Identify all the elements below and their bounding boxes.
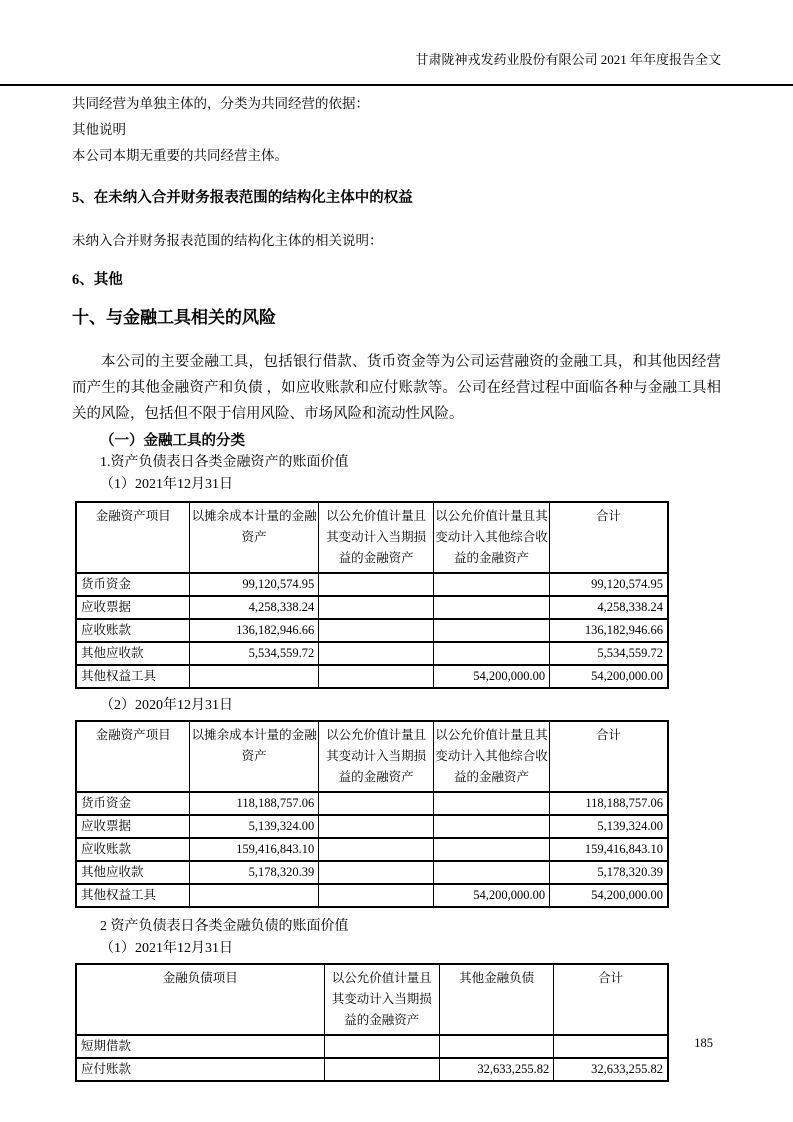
joint-operations-basis-line: 共同经营为单独主体的，分类为共同经营的依据： (72, 96, 369, 111)
amount-cell (434, 596, 550, 619)
table-row (76, 792, 668, 815)
amount-cell: 5,139,324.00 (550, 815, 668, 838)
amount-cell (434, 573, 550, 596)
amount-cell: 5,534,559.72 (550, 642, 668, 665)
amount-cell (319, 838, 434, 861)
financial-assets-table-2021 (75, 501, 669, 689)
table-row (76, 1058, 668, 1081)
column-header: 以摊余成本计量的金融资产 (190, 721, 319, 792)
column-header: 以公允价值计量且其变动计入当期损益的金融资产 (324, 964, 439, 1035)
table-row (76, 642, 668, 665)
liabilities-carrying-value-heading: 2 资产负债表日各类金融负债的账面价值 (100, 919, 349, 934)
amount-cell (319, 815, 434, 838)
table-row (76, 838, 668, 861)
column-header: 以公允价值计量且其变动计入当期损益的金融资产 (319, 721, 434, 792)
assets-2020-date-label: （2）2020年12月31日 (100, 698, 233, 713)
table-row (76, 884, 668, 907)
amount-cell: 4,258,338.24 (190, 596, 319, 619)
financial-liabilities-table-2021 (75, 963, 669, 1082)
amount-cell: 5,178,320.39 (190, 861, 319, 884)
column-header: 合计 (554, 964, 668, 1035)
column-header: 其他金融负债 (439, 964, 553, 1035)
amount-cell: 4,258,338.24 (550, 596, 668, 619)
amount-cell: 54,200,000.00 (550, 665, 668, 688)
page-header (0, 0, 793, 86)
amount-cell: 54,200,000.00 (550, 884, 668, 907)
section-5-heading: 5、在未纳入合并财务报表范围的结构化主体中的权益 (72, 190, 413, 206)
row-label: 应收票据 (76, 596, 190, 619)
amount-cell: 5,139,324.00 (190, 815, 319, 838)
row-label: 其他权益工具 (76, 665, 190, 688)
column-header: 以公允价值计量且其变动计入其他综合收益的金融资产 (434, 502, 550, 573)
amount-cell (319, 596, 434, 619)
amount-cell: 118,188,757.06 (550, 792, 668, 815)
amount-cell (324, 1035, 439, 1058)
row-label: 应付账款 (76, 1058, 324, 1081)
amount-cell (434, 838, 550, 861)
amount-cell (319, 861, 434, 884)
amount-cell (434, 815, 550, 838)
amount-cell: 99,120,574.95 (550, 573, 668, 596)
report-title: 甘肃陇神戎发药业股份有限公司 2021 年年度报告全文 (415, 52, 721, 67)
liabilities-2021-date-label: （1）2021年12月31日 (100, 941, 233, 956)
column-header: 合计 (550, 502, 668, 573)
chapter-10-heading: 十、与金融工具相关的风险 (72, 308, 276, 327)
amount-cell: 54,200,000.00 (434, 665, 550, 688)
amount-cell: 32,633,255.82 (554, 1058, 668, 1081)
page-number: 185 (694, 1036, 713, 1050)
table-row (76, 665, 668, 688)
amount-cell (434, 642, 550, 665)
row-label: 其他权益工具 (76, 884, 190, 907)
row-label: 其他应收款 (76, 861, 190, 884)
table-row (76, 861, 668, 884)
amount-cell: 5,534,559.72 (190, 642, 319, 665)
header-row (76, 964, 668, 1035)
amount-cell: 136,182,946.66 (190, 619, 319, 642)
column-header: 以公允价值计量且其变动计入当期损益的金融资产 (319, 502, 434, 573)
column-header: 合计 (550, 721, 668, 792)
amount-cell (319, 792, 434, 815)
amount-cell: 118,188,757.06 (190, 792, 319, 815)
other-notes-label: 其他说明 (72, 122, 126, 137)
table-row (76, 815, 668, 838)
amount-cell (434, 861, 550, 884)
row-label: 货币资金 (76, 792, 190, 815)
classification-subheading: （一）金融工具的分类 (100, 433, 245, 449)
financial-assets-table-2020 (75, 720, 669, 908)
table-row (76, 619, 668, 642)
column-header: 金融资产项目 (76, 502, 190, 573)
amount-cell: 159,416,843.10 (190, 838, 319, 861)
amount-cell (439, 1035, 553, 1058)
amount-cell (324, 1058, 439, 1081)
header-row (76, 721, 668, 792)
financial-instruments-paragraph: 本公司的主要金融工具，包括银行借款、货币资金等为公司运营融资的金融工具，和其他因经营而产生的其他金融资产和负债 ，如应收账款和应付账款等。公司在经营过程中面临各种与金融工具相关的风险，包括但不限于信用风险、市场风险和流动性风险。 (72, 354, 721, 422)
amount-cell (319, 665, 434, 688)
row-label: 应收票据 (76, 815, 190, 838)
amount-cell (554, 1035, 668, 1058)
table-row (76, 596, 668, 619)
column-header: 金融资产项目 (76, 721, 190, 792)
assets-carrying-value-heading: 1.资产负债表日各类金融资产的账面价值 (100, 455, 349, 470)
section-6-heading: 6、其他 (72, 272, 123, 288)
amount-cell: 5,178,320.39 (550, 861, 668, 884)
page-content (0, 96, 793, 1082)
amount-cell (319, 573, 434, 596)
amount-cell: 159,416,843.10 (550, 838, 668, 861)
header-row (76, 502, 668, 573)
amount-cell (434, 619, 550, 642)
table-row (76, 1035, 668, 1058)
amount-cell (434, 792, 550, 815)
amount-cell (190, 665, 319, 688)
column-header: 以摊余成本计量的金融资产 (190, 502, 319, 573)
amount-cell (319, 884, 434, 907)
row-label: 货币资金 (76, 573, 190, 596)
column-header: 以公允价值计量且其变动计入其他综合收益的金融资产 (434, 721, 550, 792)
amount-cell (319, 642, 434, 665)
row-label: 应收账款 (76, 838, 190, 861)
assets-2021-date-label: （1）2021年12月31日 (100, 477, 233, 492)
row-label: 其他应收款 (76, 642, 190, 665)
amount-cell: 54,200,000.00 (434, 884, 550, 907)
amount-cell: 136,182,946.66 (550, 619, 668, 642)
amount-cell (190, 884, 319, 907)
structured-entity-note: 未纳入合并财务报表范围的结构化主体的相关说明： (72, 233, 383, 248)
amount-cell: 32,633,255.82 (439, 1058, 553, 1081)
no-joint-operations-statement: 本公司本期无重要的共同经营主体。 (72, 148, 288, 163)
amount-cell (319, 619, 434, 642)
column-header: 金融负债项目 (76, 964, 324, 1035)
row-label: 应收账款 (76, 619, 190, 642)
table-row (76, 573, 668, 596)
amount-cell: 99,120,574.95 (190, 573, 319, 596)
row-label: 短期借款 (76, 1035, 324, 1058)
